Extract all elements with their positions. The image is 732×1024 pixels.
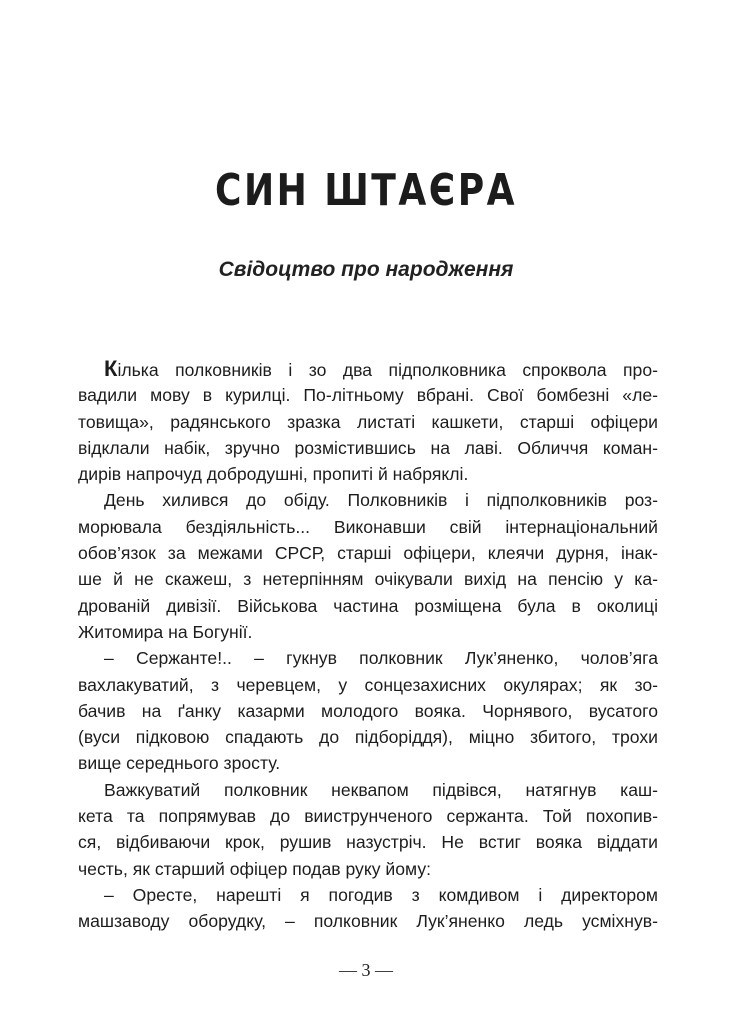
text-line-content: товища», радянського зразка листаті кашкети, старші офіцери <box>78 411 658 432</box>
text-line <box>78 750 658 776</box>
text-line <box>78 461 658 487</box>
text-line-content: ше й не скажеш, з нетерпінням очікували вихід на пенсію у ка- <box>78 569 658 590</box>
text-line-content: вадили мову в курилці. По-літньому вбрані. Свої бомбезні «ле- <box>78 385 658 406</box>
text-line-content: дирів напрочуд добродушні, пропиті й набряклі. <box>78 464 469 485</box>
text-line-content: обов’язок за межами СРСР, старші офіцери, клеячи дурня, інак- <box>78 543 658 564</box>
text-line-content: Житомира на Богунії. <box>78 621 253 642</box>
text-line-content: вище середнього зросту. <box>78 753 281 774</box>
text-line <box>78 409 658 435</box>
text-line <box>78 435 658 461</box>
text-line <box>78 487 658 513</box>
text-line <box>78 698 658 724</box>
text-line-content: День хилився до обіду. Полковників і підполковників роз- <box>104 490 658 511</box>
text-line-content: честь, як старший офіцер подав руку йому: <box>78 858 432 879</box>
text-line <box>78 724 658 750</box>
text-line <box>78 540 658 566</box>
text-line-content: дрованій дивізії. Військова частина розміщена була в околиці <box>78 595 658 616</box>
text-line-content: бачив на ґанку казарми молодого вояка. Чорнявого, вусатого <box>78 700 658 721</box>
text-line-content: Важкуватий полковник неквапом підвівся, натягнув каш- <box>104 779 658 800</box>
text-line-content: ся, відбиваючи крок, рушив назустріч. Не встиг вояка віддати <box>78 832 658 853</box>
page-number: — 3 — <box>339 960 393 980</box>
drop-cap: К <box>104 356 118 381</box>
text-line <box>78 566 658 592</box>
text-line <box>78 514 658 540</box>
text-line <box>78 777 658 803</box>
text-line <box>78 803 658 829</box>
text-line-content: кета та попрямував до вииструнченого сержанта. Той похопив- <box>78 806 658 827</box>
chapter-title: СИН ШТАЄРА <box>215 165 517 216</box>
text-line-content: відклали набік, зручно розмістившись на лаві. Обличчя коман- <box>78 437 658 458</box>
body-text <box>78 356 658 935</box>
text-line <box>78 856 658 882</box>
text-line <box>78 619 658 645</box>
text-line-content: ілька полковників і зо два підполковника спроквола про- <box>117 360 658 380</box>
text-line <box>78 593 658 619</box>
text-line <box>78 645 658 671</box>
text-line <box>78 908 658 934</box>
text-line <box>78 882 658 908</box>
text-line-content: вахлакуватий, з черевцем, у сонцезахисних окулярах; як зо- <box>78 674 658 695</box>
text-line <box>78 829 658 855</box>
text-line-content: машзаводу оборудку, – полковник Лук’яненко ледь усміхнув- <box>78 911 658 932</box>
text-line-content: морювала бездіяльність... Виконавши свій інтернаціональний <box>78 516 658 537</box>
text-line-content: – Сержанте!.. – гукнув полковник Лук’яненко, чолов’яга <box>104 648 658 669</box>
text-line-content: (вуси підковою спадають до підборіддя), міцно збитого, трохи <box>78 727 658 748</box>
text-line <box>78 382 658 408</box>
chapter-subtitle: Свідоцтво про народження <box>218 258 514 281</box>
text-line <box>78 672 658 698</box>
text-line-content: – Оресте, нарешті я погодив з комдивом і директором <box>104 884 658 905</box>
text-line <box>78 356 658 382</box>
